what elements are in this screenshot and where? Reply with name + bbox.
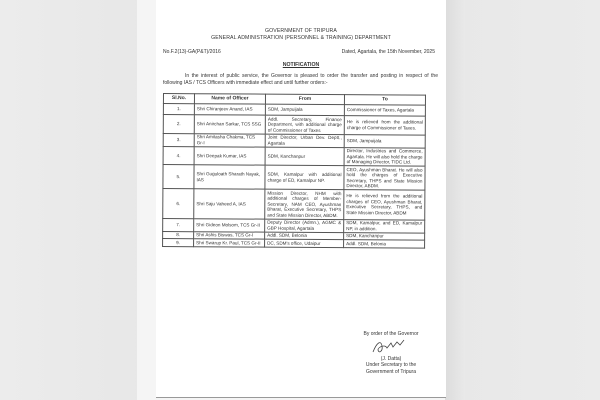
cell-slno: 7. bbox=[163, 218, 194, 231]
cell-from: Addl. SDM, Belonia bbox=[265, 232, 344, 240]
cell-from: Addl. Secretary, Finance Department, with additional charge of Commissioner of Taxes bbox=[265, 115, 344, 134]
document-page bbox=[156, 0, 446, 398]
transfer-table bbox=[162, 93, 426, 248]
cell-from: Deputy Director (Admn.), AGMC & GBP Hospital, Agartala bbox=[265, 219, 344, 232]
reference-number: No.F.2(13)-GA(P&T)/2016 bbox=[163, 49, 221, 55]
cell-slno: 1. bbox=[163, 104, 194, 115]
cell-name: Shri Anirchan Sarkar, TCS SSG bbox=[194, 115, 265, 134]
cell-to: He is relieved from the additional charge of Commissioner of Taxes. bbox=[344, 116, 425, 135]
cell-to: Director, Industries and Commerce, Agartala. He will also hold the charge of Managing Director, TIDC Ltd. bbox=[344, 147, 425, 166]
cell-slno: 4. bbox=[163, 146, 194, 165]
page-shadow bbox=[445, 0, 465, 400]
header-government: GOVERNMENT OF TRIPURA bbox=[265, 28, 337, 34]
cell-name: Shri Saju Vaheed A, IAS bbox=[194, 189, 265, 219]
cell-slno: 9. bbox=[163, 239, 194, 247]
col-header-to: To bbox=[344, 95, 425, 105]
table-row bbox=[163, 115, 425, 135]
col-header-from: From bbox=[265, 94, 344, 104]
cell-to: SDM, Jampuijala bbox=[344, 134, 425, 147]
notification-title: NOTIFICATION bbox=[282, 62, 320, 68]
cell-name: Shri Amitasha Chakma, TCS Gr-I bbox=[194, 133, 265, 146]
cell-name: Shri Ashis Biswas, TCS Gr-I bbox=[194, 231, 265, 239]
cell-from: Mission Director, NHM with additional charges of Member-Secretary, NAM CEO, Ayushman Bharat, Executive Secretary, THPS and State Mission Director, ABDM. bbox=[265, 189, 344, 219]
cell-name: Shri Chiranjeev Anand, IAS bbox=[194, 104, 265, 115]
handwritten-signature-icon bbox=[369, 338, 409, 356]
cell-name: Shri Deepak Kumar, IAS bbox=[194, 146, 265, 165]
signatory-name: (J. Datta) bbox=[380, 355, 402, 362]
date-line: Dated, Agartala, the 15th November, 2025 bbox=[341, 49, 435, 55]
header-department: GENERAL ADMINISTRATION (PERSONNEL & TRAINING) DEPARTMENT bbox=[211, 35, 391, 41]
table-row bbox=[163, 239, 425, 248]
cell-slno: 5. bbox=[163, 165, 194, 189]
cell-name: Shri Gideon Molsom, TCS Gr-II bbox=[194, 218, 265, 231]
cell-to: Commissioner of Taxes, Agartala bbox=[344, 105, 425, 116]
intro-paragraph: In the interest of public service, the Governor is pleased to order the transfer and posting in respect of the following IAS / TCS Officers with immediate effect and until further orders:- bbox=[163, 73, 438, 86]
col-header-slno: Sl.No. bbox=[163, 94, 194, 104]
cell-from: Joint Director, Urban Dev. Deptt., Agartala bbox=[265, 134, 344, 147]
by-order-line: By order of the Governor bbox=[363, 331, 419, 337]
cell-name: Shri Guguloath Sharath Nayak, IAS bbox=[194, 165, 265, 189]
table-row bbox=[163, 165, 425, 191]
cell-to: SDM, Kanchanpur bbox=[344, 232, 425, 240]
signature-block bbox=[341, 331, 441, 375]
cell-to: Addl. SDM, Belonia bbox=[344, 240, 425, 248]
cell-to: CEO, Ayushman Bharat. He will also hold the charges of Executive Secretary, THPS and State Mission Director, ABDM. bbox=[344, 166, 425, 190]
cell-slno: 2. bbox=[163, 115, 194, 134]
signature-mark bbox=[341, 338, 441, 356]
cell-from: DC, SDM's office, Udaipur bbox=[265, 239, 344, 247]
cell-from: SDM, Jampuijala bbox=[265, 104, 344, 115]
cell-to: He is relieved from the additional charges of CEO, Ayushman Bharat, Executive Secretary, THPS, and State Mission Director, ABDM bbox=[344, 190, 425, 220]
table-row bbox=[163, 146, 425, 166]
signatory-designation-2: Government of Tripura bbox=[365, 368, 417, 375]
cell-slno: 3. bbox=[163, 133, 194, 146]
cell-slno: 8. bbox=[163, 231, 194, 239]
cell-name: Shri Swarup Kr. Paul, TCS Gr-II bbox=[194, 239, 265, 247]
cell-from: SDM, Kanchanpur bbox=[265, 147, 344, 166]
col-header-name: Name of Officer bbox=[194, 94, 265, 104]
cell-to: SDM, Kamalpur, and ED, Kamalpur NP, in addition. bbox=[344, 219, 425, 232]
signatory-designation-1: Under Secretary to the bbox=[365, 362, 417, 368]
table-row bbox=[163, 189, 425, 220]
cell-slno: 6. bbox=[163, 189, 194, 219]
cell-from: SDM, Kamalpur with additional charge of ED, Kamalpur NP. bbox=[265, 165, 344, 189]
